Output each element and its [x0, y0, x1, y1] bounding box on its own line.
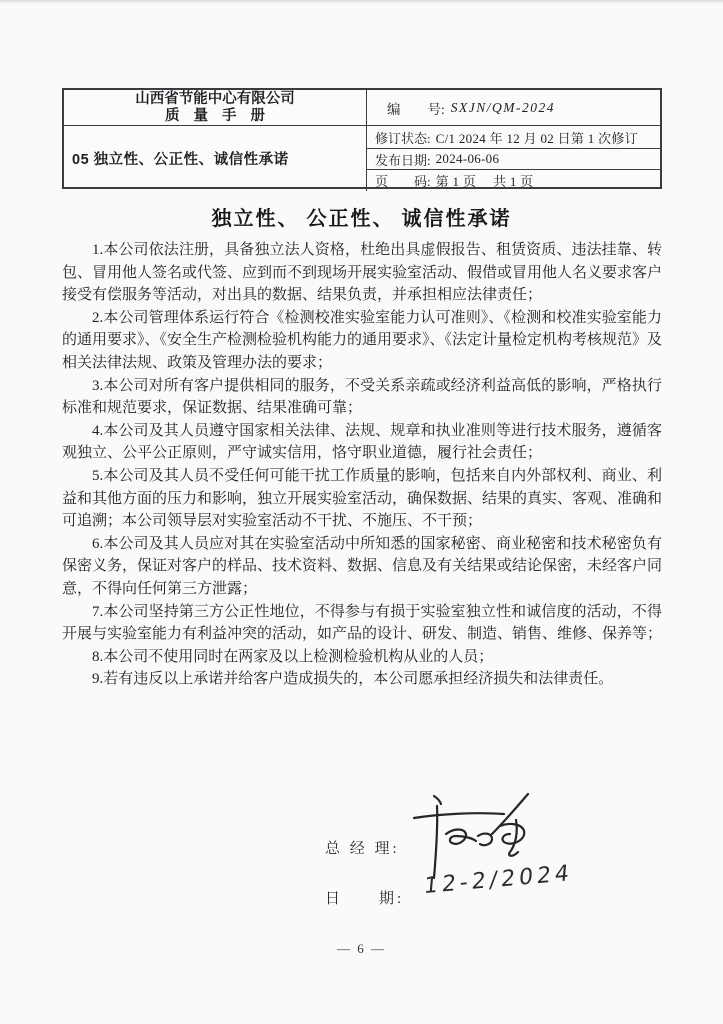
issue-date-label: 发布日期: — [375, 152, 431, 168]
revision-value: C/1 2024 年 12 月 02 日第 1 次修订 — [435, 130, 639, 146]
footer-page-number: — 6 — — [337, 941, 386, 956]
doc-number-cell — [367, 90, 660, 126]
paragraph: 1.本公司依法注册，具备独立法人资格，杜绝出具虚假报告、租赁资质、违法挂靠、转包、冒用他人签名或代签、应到而不到现场开展实验室活动、假借或冒用他人名义要求客户接受有偿服务等活动，对出具的数据、结果负责，并承担相应法律责任； — [62, 242, 663, 304]
paragraph: 2.本公司管理体系运行符合《检测校准实验室能力认可准则》、《检测和校准实验室能力的通用要求》、《安全生产检测检验机构能力的通用要求》、《法定计量检定机构考核规范》及相关法律法规、政策及管理办法的要求； — [62, 309, 663, 371]
paragraph: 6.本公司及其人员应对其在实验室活动中所知悉的国家秘密、商业秘密和技术秘密负有保密义务，保证对客户的样品、技术资料、数据、信息及有关结果或结论保密，未经客户同意，不得向任何第三方泄露； — [62, 535, 663, 597]
revision-label: 修订状态: — [375, 130, 431, 146]
section-label: 05 独立性、公正性、诚信性承诺 — [72, 152, 289, 168]
header-company-cell — [64, 90, 367, 126]
paragraph: 4.本公司及其人员遵守国家相关法律、法规、规章和执业准则等进行技术服务，遵循客观独立、公平公正原则，严守诚实信用，恪守职业道德，履行社会责任； — [62, 422, 662, 462]
doc-number-label: 编 号: — [387, 101, 445, 117]
issue-date-value: 2024-06-06 — [435, 151, 500, 166]
doc-number-value: SXJN/QM-2024 — [450, 99, 555, 115]
general-manager-label: 总 经 理: — [325, 841, 400, 857]
body-paragraphs — [62, 239, 662, 691]
document-title: 独立性、 公正性、 诚信性承诺 — [211, 208, 512, 230]
handwritten-date: 12-2/2024 — [422, 860, 574, 900]
header-table — [62, 88, 662, 189]
date-label: 日 期: — [325, 891, 405, 907]
paragraph: 3.本公司对所有客户提供相同的服务，不受关系亲疏或经济利益高低的影响，严格执行标准和规范要求，保证数据、结果准确可靠； — [62, 377, 662, 417]
issue-date-cell — [367, 149, 660, 170]
paragraph: 7.本公司坚持第三方公正性地位，不得参与有损于实验室独立性和诚信度的活动，不得开展与实验室能力有利益冲突的活动，如产品的设计、研发、制造、销售、维修、保养等； — [62, 603, 663, 643]
page-label: 页 码: — [375, 174, 431, 189]
manual-title: 质 量 手 册 — [164, 107, 271, 124]
page-number-cell — [367, 170, 660, 191]
paragraph: 8.本公司不使用同时在两家及以上检测检验机构从业的人员； — [92, 648, 494, 665]
section-title-cell — [64, 126, 367, 191]
company-name: 山西省节能中心有限公司 — [135, 90, 295, 107]
paragraph: 9.若有违反以上承诺并给客户造成损失的，本公司愿承担经济损失和法律责任。 — [92, 671, 614, 688]
revision-status-cell — [367, 126, 660, 149]
page-value: 第 1 页 共 1 页 — [435, 174, 534, 189]
paragraph: 5.本公司及其人员不受任何可能干扰工作质量的影响，包括来自内外部权利、商业、利益和其他方面的压力和影响，独立开展实验室活动，确保数据、结果的真实、客观、准确和可追溯；本公司领导层对实验室活动不干扰、不施压、不干预； — [62, 467, 663, 530]
